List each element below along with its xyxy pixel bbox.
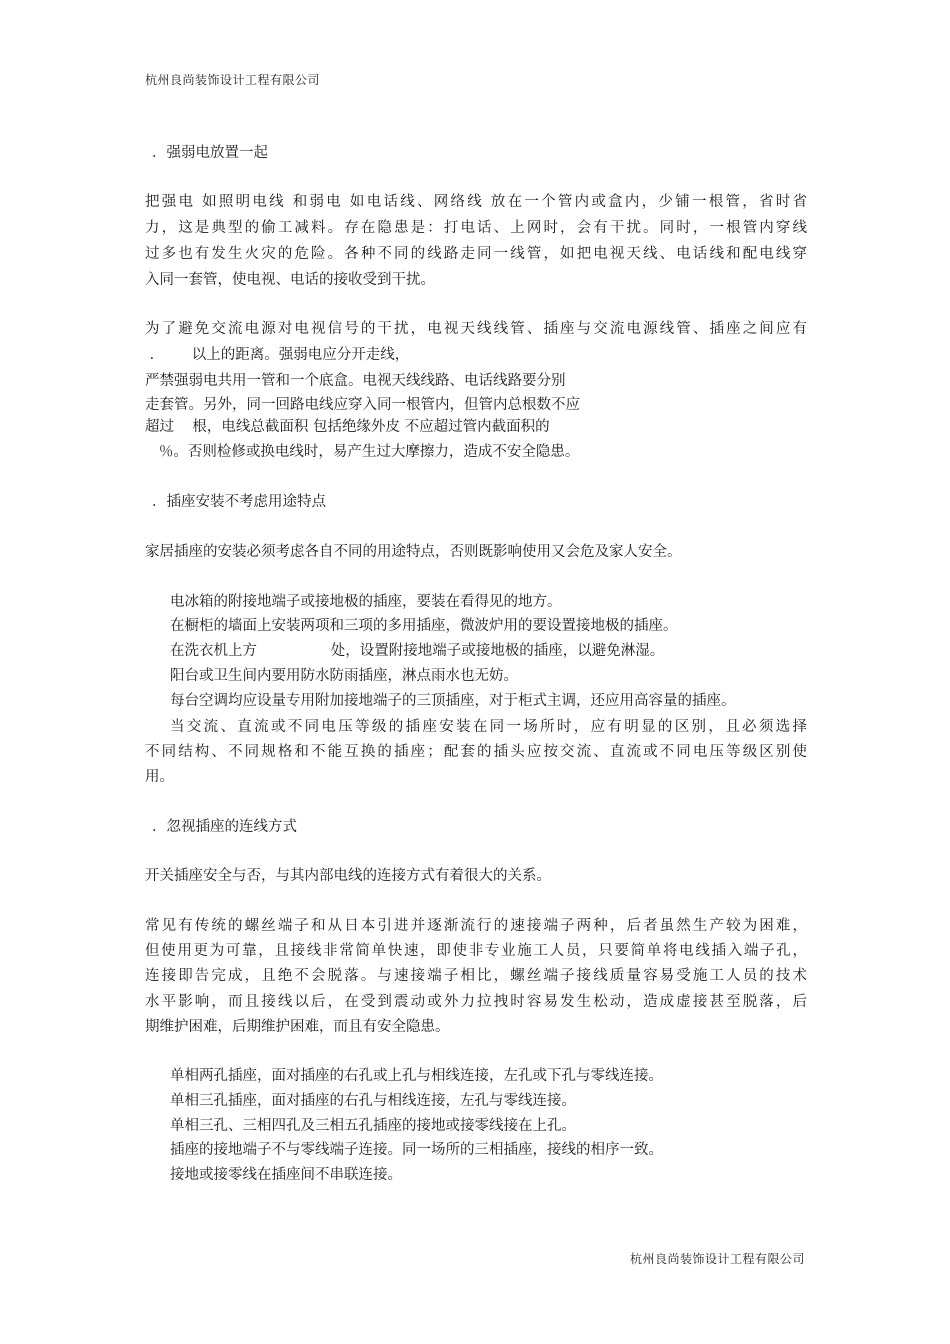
paragraph-line: 为了避免交流电源对电视信号的干扰，电视天线线管、插座与交流电源线管、插座之间应有	[145, 321, 807, 337]
paragraph-line: 走套管。另外，同一回路电线应穿入同一根管内，但管内总根数不应	[145, 397, 580, 413]
section-heading-3: ．忽视插座的连线方式	[152, 819, 297, 835]
paragraph-line: 水平影响，而且接线以后，在受到震动或外力拉拽时容易发生松动，造成虚接甚至脱落，后	[145, 994, 807, 1010]
list-item: 单相三孔、三相四孔及三相五孔插座的接地或接零线接在上孔。	[170, 1118, 576, 1134]
paragraph-line: 入同一套管，使电视、电话的接收受到干扰。	[145, 272, 435, 288]
paragraph-line: 过多也有发生火灾的危险。各种不同的线路走同一线管，如把电视天线、电话线和配电线穿	[145, 246, 807, 262]
paragraph-line: 开关插座安全与否，与其内部电线的连接方式有着很大的关系。	[145, 868, 551, 884]
paragraph-line: 严禁强弱电共用一管和一个底盒。电视天线线路、电话线路要分别	[145, 373, 566, 389]
paragraph-line: 常见有传统的螺丝端子和从日本引进并逐渐流行的速接端子两种，后者虽然生产较为困难，	[145, 918, 807, 934]
paragraph-line: 家居插座的安装必须考虑各自不同的用途特点，否则既影响使用又会危及家人安全。	[145, 544, 682, 560]
paragraph-line: 不同结构、不同规格和不能互换的插座；配套的插头应按交流、直流或不同电压等级区别使	[145, 744, 807, 760]
section-heading-1: ．强弱电放置一起	[152, 145, 268, 161]
list-item: 插座的接地端子不与零线端子连接。同一场所的三相插座，接线的相序一致。	[170, 1142, 663, 1158]
paragraph-line: 期维护困难，后期维护困难，而且有安全隐患。	[145, 1019, 450, 1035]
paragraph-line: ％。否则检修或换电线时，易产生过大摩擦力，造成不安全隐患。	[145, 444, 580, 460]
paragraph-line: 把强电 如照明电线 和弱电 如电话线、网络线 放在一个管内或盒内，少铺一根管，省时省	[145, 194, 807, 210]
list-item: 在橱柜的墙面上安装两项和三项的多用插座，微波炉用的要设置接地极的插座。	[170, 618, 678, 634]
paragraph-line: 连接即告完成，且绝不会脱落。与速接端子相比，螺丝端子接线质量容易受施工人员的技术	[145, 968, 807, 984]
paragraph-line: 超过 根，电线总截面积 包括绝缘外皮 不应超过管内截面积的	[145, 419, 550, 435]
paragraph-line: 力，这是典型的偷工减料。存在隐患是：打电话、上网时，会有干扰。同时，一根管内穿线	[145, 220, 807, 236]
paragraph-line: 但使用更为可靠，且接线非常简单快速，即使非专业施工人员，只要简单将电线插入端子孔，	[145, 943, 807, 959]
paragraph-line: 用。	[145, 769, 174, 785]
page-footer: 杭州良尚装饰设计工程有限公司	[629, 1252, 805, 1266]
section-heading-2: ．插座安装不考虑用途特点	[152, 494, 326, 510]
list-item: 每台空调均应设量专用附加接地端子的三顶插座，对于柜式主调，还应用高容量的插座。	[170, 693, 736, 709]
list-item: 单相两孔插座，面对插座的右孔或上孔与相线连接，左孔或下孔与零线连接。	[170, 1068, 663, 1084]
page-header: 杭州良尚装饰设计工程有限公司	[145, 73, 321, 87]
list-item: 单相三孔插座，面对插座的右孔与相线连接，左孔与零线连接。	[170, 1093, 576, 1109]
list-item: 当交流、直流或不同电压等级的插座安装在同一场所时，应有明显的区别，且必须选择	[170, 719, 807, 735]
list-item: 接地或接零线在插座间不串联连接。	[170, 1167, 402, 1183]
list-item: 电冰箱的附接地端子或接地极的插座，要装在看得见的地方。	[170, 594, 562, 610]
list-item: 在洗衣机上方 处，设置附接地端子或接地极的插座，以避免淋湿。	[170, 643, 665, 659]
list-item: 阳台或卫生间内要用防水防雨插座，淋点雨水也无妨。	[170, 668, 518, 684]
paragraph-line: ． 以上的距离。强弱电应分开走线，	[145, 347, 410, 363]
